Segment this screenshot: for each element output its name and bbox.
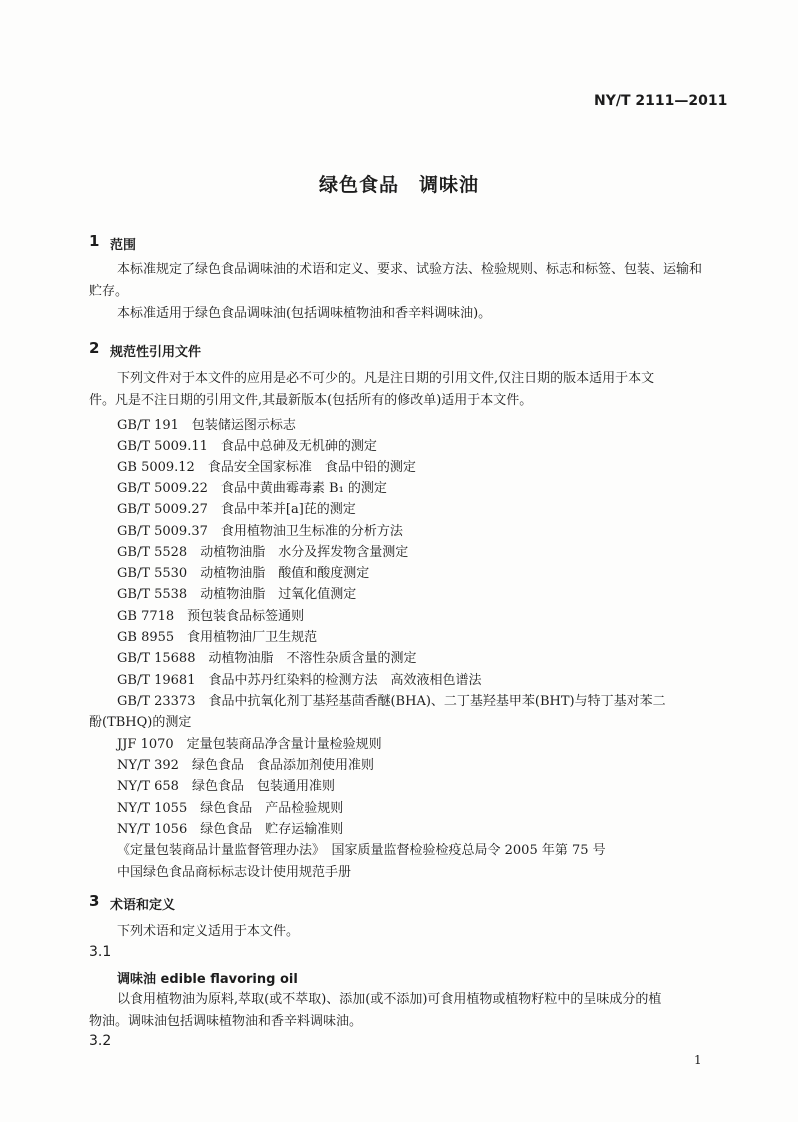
reference-item: GB/T 5009.11 食品中总砷及无机砷的测定 — [117, 439, 377, 454]
page-title: 绿色食品 调味油 — [318, 174, 479, 196]
section-1-para1-line1: 本标准规定了绿色食品调味油的术语和定义、要求、试验方法、检验规则、标志和标签、包装、运输和 — [117, 262, 703, 277]
reference-item: GB 8955 食用植物油厂卫生规范 — [117, 630, 318, 645]
reference-item: GB/T 5009.27 食品中苯并[a]芘的测定 — [117, 502, 356, 517]
term-definition-line1: 以食用植物油为原料,萃取(或不萃取)、添加(或不添加)可食用植物或植物籽粒中的呈味成分的植 — [117, 992, 662, 1007]
reference-item: GB/T 5009.22 食品中黄曲霉毒素 B₁ 的测定 — [117, 481, 387, 496]
reference-item: GB/T 15688 动植物油脂 不溶性杂质含量的测定 — [117, 651, 417, 666]
reference-item: GB/T 191 包装储运图示标志 — [117, 418, 296, 433]
reference-item: GB/T 23373 食品中抗氧化剂丁基羟基茴香醚(BHA)、二丁基羟基甲苯(BHT)与特丁基对苯二 — [117, 694, 666, 709]
reference-item: GB 7718 预包装食品标签通则 — [117, 609, 305, 624]
term-definition-line2: 物油。调味油包括调味植物油和香辛料调味油。 — [89, 1014, 363, 1029]
page-number: 1 — [694, 1053, 702, 1067]
reference-item: 中国绿色食品商标标志设计使用规范手册 — [117, 865, 352, 880]
reference-item: GB/T 5530 动植物油脂 酸值和酸度测定 — [117, 566, 370, 581]
section-2-intro-line1: 下列文件对于本文件的应用是必不可少的。凡是注日期的引用文件,仅注日期的版本适用于本文 — [117, 371, 655, 386]
reference-item: GB/T 19681 食品中苏丹红染料的检测方法 高效液相色谱法 — [117, 673, 482, 688]
reference-item: 《定量包装商品计量监督管理办法》 国家质量监督检验检疫总局令 2005 年第 75 号 — [117, 843, 606, 858]
subsection-3-1-number: 3.1 — [89, 944, 112, 960]
reference-item: NY/T 392 绿色食品 食品添加剂使用准则 — [117, 758, 374, 773]
section-3-number: 3 — [89, 892, 100, 910]
section-1-para1-line2: 贮存。 — [89, 284, 129, 299]
subsection-3-2-number: 3.2 — [89, 1033, 112, 1049]
reference-item: NY/T 658 绿色食品 包装通用准则 — [117, 779, 335, 794]
reference-item: GB/T 5009.37 食用植物油卫生标准的分析方法 — [117, 524, 403, 539]
section-3-title: 术语和定义 — [110, 898, 176, 913]
section-2-number: 2 — [89, 339, 100, 357]
section-1-title: 范围 — [110, 238, 137, 253]
reference-item: JJF 1070 定量包装商品净含量计量检验规则 — [117, 737, 382, 752]
term-heading: 调味油 edible flavoring oil — [117, 972, 298, 987]
reference-item: GB/T 5538 动植物油脂 过氧化值测定 — [117, 587, 357, 602]
reference-item-continued: 酚(TBHQ)的测定 — [89, 715, 192, 730]
reference-item: GB/T 5528 动植物油脂 水分及挥发物含量测定 — [117, 545, 409, 560]
section-1-number: 1 — [89, 232, 100, 250]
reference-item: NY/T 1056 绿色食品 贮存运输准则 — [117, 822, 344, 837]
section-1-para2: 本标准适用于绿色食品调味油(包括调味植物油和香辛料调味油)。 — [117, 306, 492, 321]
section-2-intro-line2: 件。凡是不注日期的引用文件,其最新版本(包括所有的修改单)适用于本文件。 — [89, 393, 533, 408]
standard-code: NY/T 2111—2011 — [594, 93, 728, 109]
reference-item: GB 5009.12 食品安全国家标准 食品中铅的测定 — [117, 460, 416, 475]
section-2-title: 规范性引用文件 — [110, 345, 202, 360]
reference-item: NY/T 1055 绿色食品 产品检验规则 — [117, 801, 344, 816]
section-3-intro: 下列术语和定义适用于本文件。 — [117, 924, 300, 939]
